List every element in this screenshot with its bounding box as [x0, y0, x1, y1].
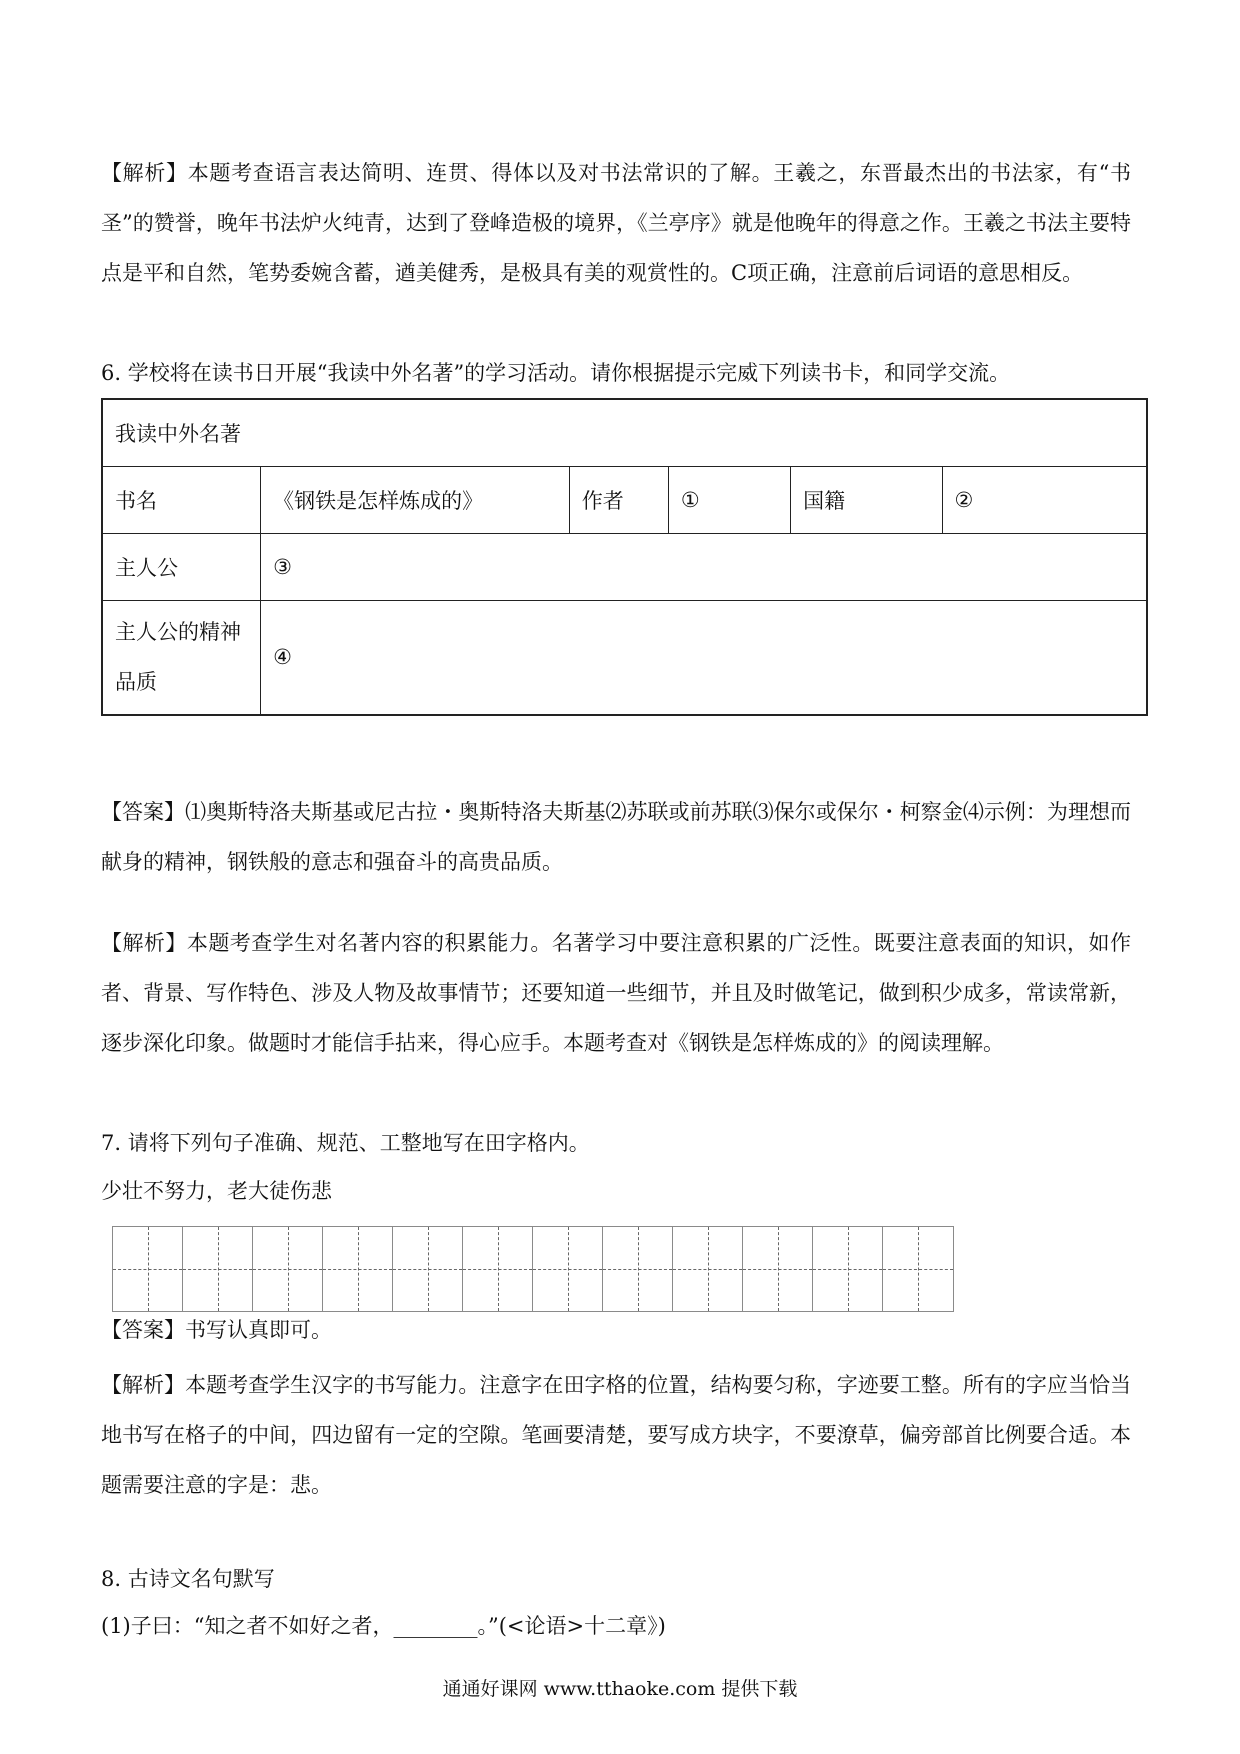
q7-question: 7. 请将下列句子准确、规范、工整地写在田字格内。	[101, 1131, 590, 1155]
tianzige-grid[interactable]	[112, 1226, 954, 1312]
q8-item1: (1)子曰：“知之者不如好之者，________。”(<论语>十二章》)	[101, 1614, 666, 1638]
tianzige-cell[interactable]	[813, 1227, 883, 1311]
reading-card-table	[101, 398, 1148, 716]
cell-horizontal-guide	[813, 1269, 882, 1270]
q6-question: 6. 学校将在读书日开展“我读中外名著”的学习活动。请你根据提示完威下列读书卡，和同学交流。	[101, 361, 1011, 385]
nationality-blank: ②	[942, 466, 1147, 533]
book-label: 书名	[102, 466, 261, 533]
q6-analysis: 【解析】本题考查学生对名著内容的积累能力。名著学习中要注意积累的广泛性。既要注意表面的知识，如作者、背景、写作特色、涉及人物及故事情节；还要知道一些细节，并且及时做笔记，做到积少成多，常读常新，逐步深化印象。做题时才能信手拈来，得心应手。本题考查对《钢铁是怎样炼成的》的阅读理解。	[101, 931, 1131, 1055]
cell-horizontal-guide	[743, 1269, 812, 1270]
nationality-label: 国籍	[791, 466, 942, 533]
tianzige-cell[interactable]	[883, 1227, 953, 1311]
q5-analysis: 【解析】本题考查语言表达简明、连贯、得体以及对书法常识的了解。王羲之，东晋最杰出的书法家，有“书圣”的赞誉，晚年书法炉火纯青，达到了登峰造极的境界，《兰亭序》就是他晚年的得意之作。王羲之书法主要特点是平和自然，笔势委婉含蓄，遒美健秀，是极具有美的观赏性的。C项正确，注意前后词语的意思相反。	[101, 161, 1131, 285]
spirit-label	[102, 600, 261, 715]
tianzige-cell[interactable]	[533, 1227, 603, 1311]
tianzige-cell[interactable]	[463, 1227, 533, 1311]
spirit-label-line2: 品质	[115, 670, 157, 695]
cell-horizontal-guide	[253, 1269, 322, 1270]
tianzige-cell[interactable]	[323, 1227, 393, 1311]
q7-sentence: 少壮不努力，老大徒伤悲	[101, 1179, 332, 1203]
spirit-label-line1: 主人公的精神	[115, 620, 241, 645]
spirit-blank: ④	[261, 600, 1147, 715]
tianzige-cell[interactable]	[113, 1227, 183, 1311]
author-blank: ①	[668, 466, 790, 533]
cell-horizontal-guide	[603, 1269, 672, 1270]
cell-horizontal-guide	[533, 1269, 602, 1270]
cell-horizontal-guide	[463, 1269, 532, 1270]
card-title: 我读中外名著	[102, 399, 1147, 466]
q6-answer: 【答案】⑴奥斯特洛夫斯基或尼古拉・奥斯特洛夫斯基⑵苏联或前苏联⑶保尔或保尔・柯察金⑷示例：为理想而献身的精神，钢铁般的意志和强奋斗的高贵品质。	[101, 800, 1131, 874]
page-footer: 通通好课网 www.tthaoke.com 提供下载	[442, 1678, 798, 1700]
q7-analysis: 【解析】本题考查学生汉字的书写能力。注意字在田字格的位置，结构要匀称，字迹要工整。所有的字应当恰当地书写在格子的中间，四边留有一定的空隙。笔画要清楚，要写成方块字，不要潦草，偏旁部首比例要合适。本题需要注意的字是：悲。	[101, 1373, 1131, 1497]
cell-horizontal-guide	[883, 1269, 953, 1270]
cell-horizontal-guide	[183, 1269, 252, 1270]
cell-horizontal-guide	[393, 1269, 462, 1270]
protagonist-label: 主人公	[102, 533, 261, 600]
tianzige-cell[interactable]	[393, 1227, 463, 1311]
protagonist-blank: ③	[261, 533, 1147, 600]
cell-horizontal-guide	[323, 1269, 392, 1270]
cell-horizontal-guide	[673, 1269, 742, 1270]
author-label: 作者	[569, 466, 668, 533]
book-value: 《钢铁是怎样炼成的》	[261, 466, 570, 533]
tianzige-cell[interactable]	[183, 1227, 253, 1311]
tianzige-cell[interactable]	[253, 1227, 323, 1311]
q8-question: 8. 古诗文名句默写	[101, 1567, 275, 1591]
cell-horizontal-guide	[113, 1269, 182, 1270]
q7-answer: 【答案】书写认真即可。	[101, 1318, 332, 1342]
tianzige-cell[interactable]	[673, 1227, 743, 1311]
tianzige-cell[interactable]	[603, 1227, 673, 1311]
tianzige-cell[interactable]	[743, 1227, 813, 1311]
